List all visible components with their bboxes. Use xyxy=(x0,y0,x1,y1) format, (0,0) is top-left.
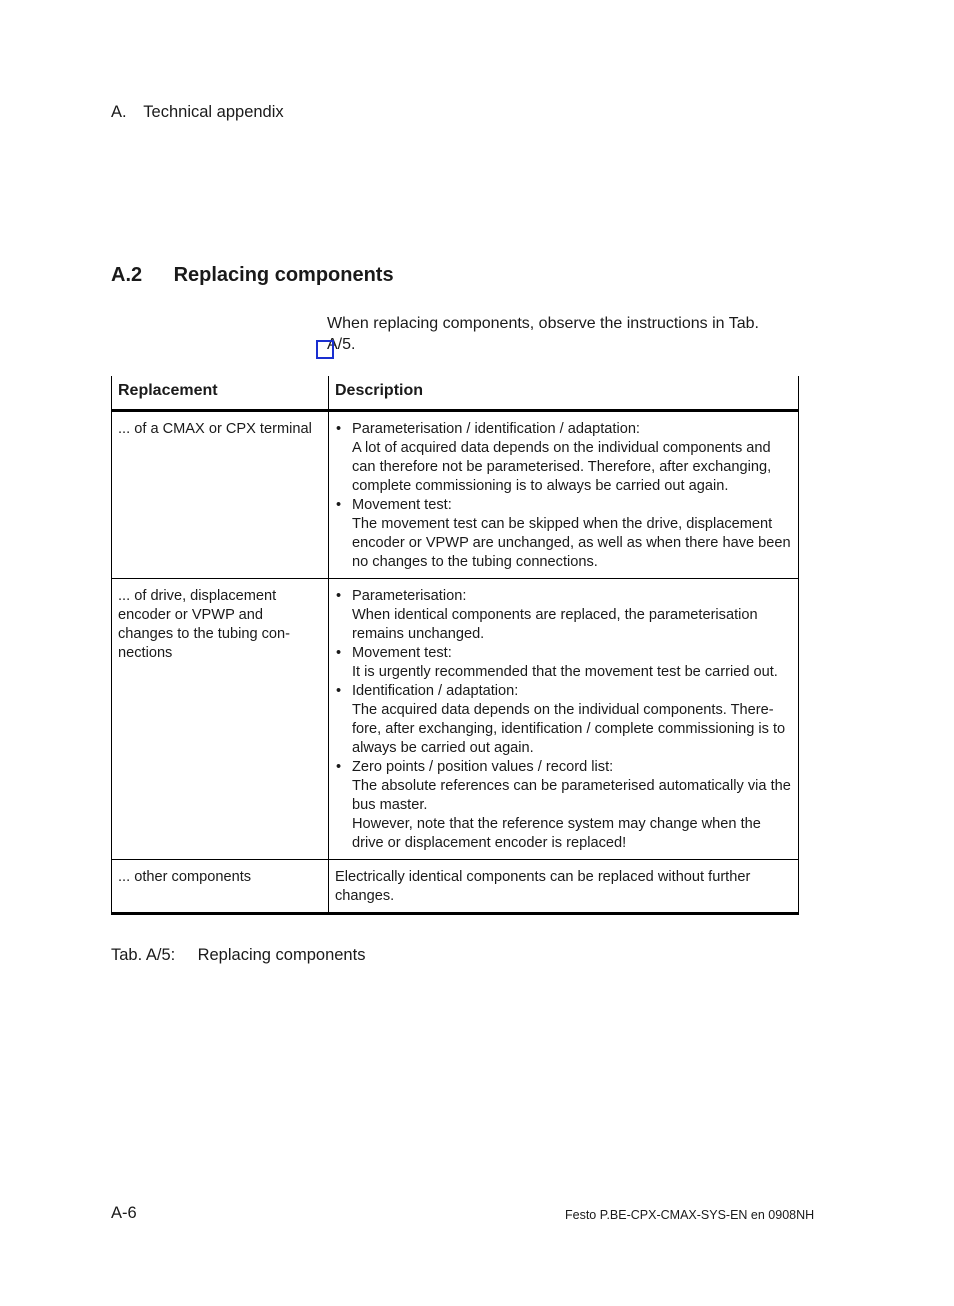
item-detail-note: However, note that the reference system may change when the drive or displacement encoder is replaced! xyxy=(352,815,761,851)
section-title: Replacing components xyxy=(173,264,394,286)
item-title: Movement test: xyxy=(352,644,452,661)
table-row xyxy=(112,410,799,578)
item-detail: The absolute references can be parameterised automatically via the bus master. xyxy=(352,777,791,813)
item-detail: The acquired data depends on the individual components. There-fore, after exchanging, identification / complete commissioning is to always be carried out again. xyxy=(352,701,786,756)
description-cell xyxy=(329,410,799,578)
section-number: A.2 xyxy=(111,264,143,286)
table-row xyxy=(112,859,799,913)
item-detail: When identical components are replaced, the parameterisation remains unchanged. xyxy=(352,606,758,642)
description-cell: Electrically identical components can be replaced without further changes. xyxy=(329,859,799,913)
page-number: A-6 xyxy=(111,1204,137,1222)
list-item xyxy=(335,758,792,853)
section-heading xyxy=(111,264,394,287)
item-title: Parameterisation: xyxy=(352,587,467,604)
item-title: Movement test: xyxy=(352,496,452,513)
list-item xyxy=(335,644,792,682)
replacement-cell: ... other components xyxy=(112,859,329,913)
table-row xyxy=(112,578,799,859)
running-header xyxy=(111,103,284,122)
item-detail: It is urgently recommended that the movement test be carried out. xyxy=(352,663,778,680)
header-section-number: A. xyxy=(111,103,127,121)
item-detail: The movement test can be skipped when the drive, displacement encoder or VPWP are unchanged, as well as when there have been no changes to the tubing connections. xyxy=(352,515,791,570)
item-title: Zero points / position values / record list: xyxy=(352,758,614,775)
item-title: Identification / adaptation: xyxy=(352,682,519,699)
caption-label: Tab. A/5: xyxy=(111,946,176,964)
caption-text: Replacing components xyxy=(197,946,366,964)
column-header-replacement: Replacement xyxy=(112,376,329,410)
description-list xyxy=(335,420,792,572)
item-detail: A lot of acquired data depends on the individual components and can therefore not be parameterised. Therefore, after exchanging, complete commissioning is to always be carried out again. xyxy=(352,439,772,494)
description-cell xyxy=(329,578,799,859)
footer-document-id: Festo P.BE-CPX-CMAX-SYS-EN en 0908NH xyxy=(565,1208,815,1222)
column-header-description: Description xyxy=(329,376,799,410)
list-item xyxy=(335,496,792,572)
header-section-title: Technical appendix xyxy=(143,103,284,121)
table-caption xyxy=(111,946,365,965)
table-reference-link[interactable] xyxy=(316,340,334,359)
item-title: Parameterisation / identification / adaptation: xyxy=(352,420,640,437)
replacement-cell: ... of drive, displacement encoder or VPWP and changes to the tubing con-nections xyxy=(112,578,329,859)
replacement-cell: ... of a CMAX or CPX terminal xyxy=(112,410,329,578)
table-header-row xyxy=(112,376,799,410)
replacing-components-table xyxy=(111,376,799,915)
intro-paragraph: When replacing components, observe the instructions in Tab. A/5. xyxy=(327,315,759,353)
list-item xyxy=(335,587,792,644)
list-item xyxy=(335,682,792,758)
list-item xyxy=(335,420,792,496)
description-list xyxy=(335,587,792,853)
